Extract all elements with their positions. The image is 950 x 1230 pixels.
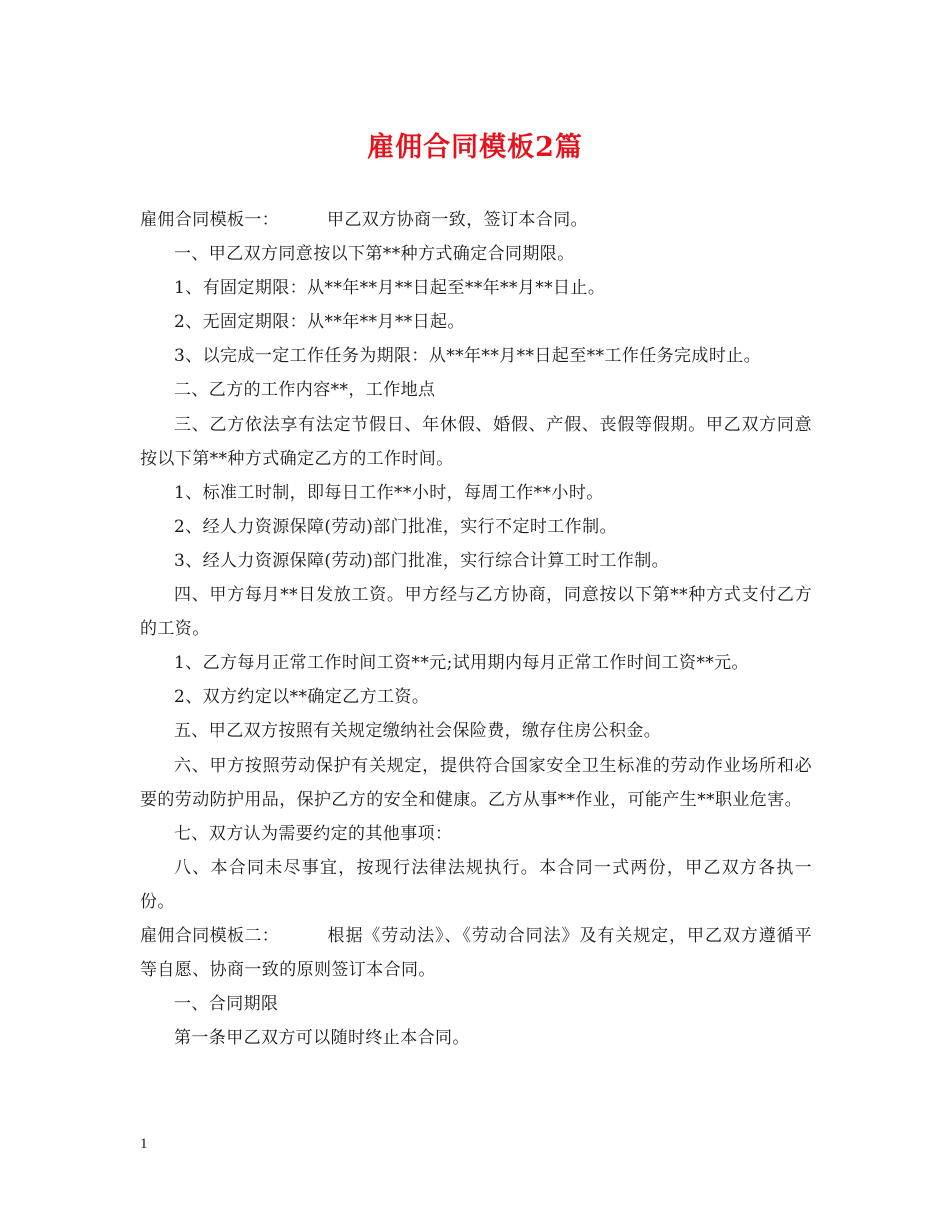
paragraph: 六、甲方按照劳动保护有关规定，提供符合国家安全卫生标准的劳动作业场所和必要的劳动防护用品，保护乙方的安全和健康。乙方从事**作业，可能产生**职业危害。: [140, 755, 812, 810]
document-body: [140, 203, 812, 1055]
paragraph: 3、以完成一定工作任务为期限：从**年**月**日起至**工作任务完成时止。: [174, 346, 762, 367]
paragraph: 二、乙方的工作内容**，工作地点: [174, 380, 436, 401]
paragraph: 2、无固定期限：从**年**月**日起。: [174, 312, 465, 333]
paragraph: 2、双方约定以**确定乙方工资。: [174, 687, 430, 708]
paragraph: 1、标准工时制，即每日工作**小时，每周工作**小时。: [174, 482, 604, 503]
paragraph: 八、本合同未尽事宜，按现行法律法规执行。本合同一式两份，甲乙双方各执一份。: [140, 857, 812, 912]
paragraph: 五、甲乙双方按照有关规定缴纳社会保险费，缴存住房公积金。: [174, 721, 662, 742]
paragraph: 一、合同期限: [174, 994, 279, 1015]
paragraph-text: 根据《劳动法》、《劳动合同法》及有关规定，甲乙双方遵循平等自愿、协商一致的原则签订本合同。: [140, 925, 812, 981]
paragraph: 1、有固定期限：从**年**月**日起至**年**月**日止。: [174, 278, 606, 299]
paragraph: [140, 919, 812, 987]
paragraph: 1、乙方每月正常工作时间工资**元;试用期内每月正常工作时间工资**元。: [174, 653, 749, 674]
document-title: 雇佣合同模板2篇: [367, 132, 583, 163]
paragraph: 2、经人力资源保障(劳动)部门批准，实行不定时工作制。: [174, 516, 617, 537]
paragraph: 四、甲方每月**日发放工资。甲方经与乙方协商，同意按以下第**种方式支付乙方的工资。: [140, 585, 812, 640]
page-number: 1: [140, 1136, 148, 1152]
paragraph: 3、经人力资源保障(劳动)部门批准，实行综合计算工时工作制。: [174, 550, 670, 571]
section-label: 雇佣合同模板一：: [140, 210, 280, 230]
paragraph: 第一条甲乙双方可以随时终止本合同。: [174, 1028, 470, 1049]
paragraph: 一、甲乙双方同意按以下第**种方式确定合同期限。: [174, 244, 575, 265]
section-label: 雇佣合同模板二：: [140, 925, 280, 946]
paragraph-text: 甲乙双方协商一致，签订本合同。: [327, 210, 588, 230]
paragraph: [140, 203, 812, 237]
paragraph: 三、乙方依法享有法定节假日、年休假、婚假、产假、丧假等假期。甲乙双方同意按以下第**种方式确定乙方的工作时间。: [140, 414, 812, 469]
paragraph: 七、双方认为需要约定的其他事项：: [174, 823, 453, 844]
